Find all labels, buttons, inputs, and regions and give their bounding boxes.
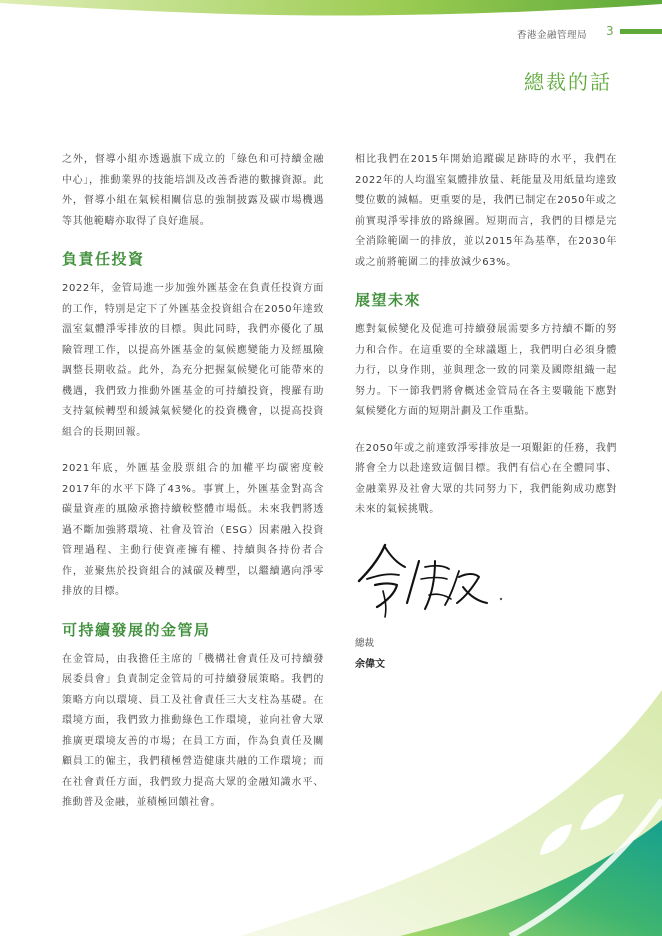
intro-paragraph: 之外，督導小組亦透過旗下成立的「綠色和可持續金融中心」，推動業界的技能培訓及改善香港的數據資源。此外，督導小組在氣候相關信息的強制披露及碳市場機遇等其他範疇亦取得了良好進展。 <box>62 154 324 227</box>
heading-sustainable-hkma: 可持續發展的金管局 <box>62 620 211 639</box>
outlook-paragraph-2: 在2050年或之前達致淨零排放是一項艱鉅的任務，我們將會全力以赴達致這個目標。我們有信心在全體同事、金融業界及社會大眾的共同努力下，我們能夠成功應對未來的氣候挑戰。 <box>355 442 617 515</box>
sustainable-paragraph: 在金管局，由我擔任主席的「機構社會責任及可持續發展委員會」負責制定金管局的可持續發展策略。我們的策略方向以環境、員工及社會責任三大支柱為基礎。在環境方面，我們致力推動綠色工作環境，並向社會大眾推廣更環境友善的市場；在員工方面，作為負責任及關顧員工的僱主，我們積極營造健康共融的工作環境；而在社會責任方面，我們致力提高大眾的金融知識水平、推動普及金融，並積極回饋社會。 <box>62 653 324 808</box>
investment-paragraph-1: 2022年，金管局進一步加強外匯基金在負責任投資方面的工作，特別是定下了外匯基金投資組合在2050年達致溫室氣體淨零排放的目標。與此同時，我們亦優化了風險管理工作，以提高外匯基金的氣候應變能力及經風險調整長期收益。此外，為充分把握氣候變化可能帶來的機遇，我們致力推動外匯基金的可持續投資，搜羅有助支持氣候轉型和緩減氣候變化的投資機會，以提高投資組合的長期回報。 <box>62 283 324 438</box>
heading-responsible-investment: 負責任投資 <box>62 250 145 268</box>
heading-outlook: 展望未來 <box>355 291 422 309</box>
signature-name: 余偉文 <box>355 658 385 670</box>
page-number: 3 <box>606 24 614 38</box>
page-title: 總裁的話 <box>524 70 612 94</box>
signature-role: 總裁 <box>355 637 375 649</box>
targets-paragraph: 相比我們在2015年開始追蹤碳足跡時的水平，我們在2022年的人均溫室氣體排放量、耗能量及用紙量均達致雙位數的減幅。更重要的是，我們已制定在2050年或之前實現淨零排放的路線圖。短期而言，我們的目標是完全消除範圍一的排放，並以2015年為基準，在2030年或之前將範圍二的排放減少63%。 <box>355 154 617 268</box>
outlook-paragraph-1: 應對氣候變化及促進可持續發展需要多方持續不斷的努力和合作。在這重要的全球議題上，我們明白必須身體力行，以身作則，並與理念一致的同業及國際組織一起努力。下一節我們將會概述金管局在各主要職能下應對氣候變化方面的短期計劃及工作重點。 <box>355 324 617 417</box>
organization-name: 香港金融管理局 <box>516 30 587 41</box>
investment-paragraph-2: 2021年底，外匯基金股票組合的加權平均碳密度較2017年的水平下降了43%。事實上，外匯基金對高含碳量資產的風險承擔持續較整體市場低。未來我們將透過不斷加強將環境、社會及管治（ESG）因素融入投資管理過程、主動行使資產擁有權、持續與各持份者合作，並聚焦於投資組合的減碳及轉型，以繼續邁向淨零排放的目標。 <box>62 463 324 597</box>
